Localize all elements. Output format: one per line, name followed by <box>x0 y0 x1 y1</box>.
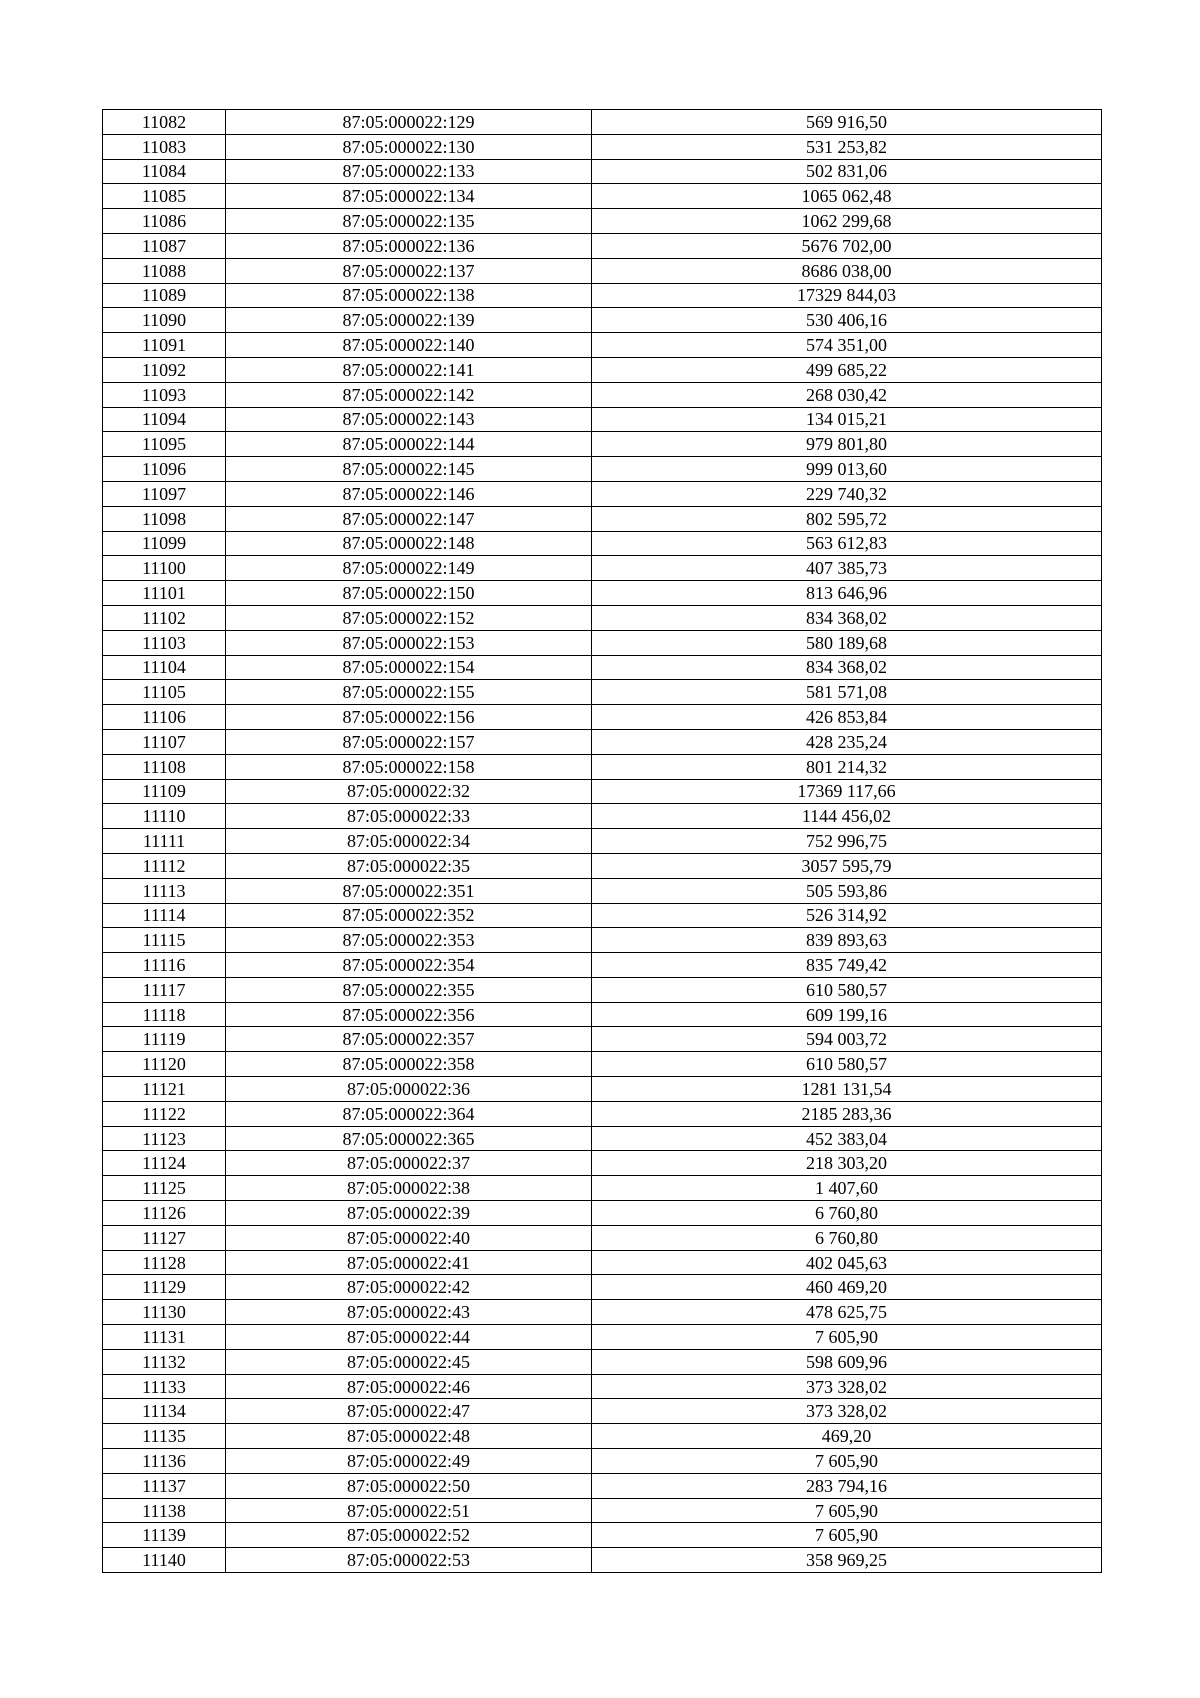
row-number-cell: 11139 <box>103 1523 226 1548</box>
cadastral-number-cell: 87:05:000022:364 <box>226 1101 592 1126</box>
row-number-cell: 11089 <box>103 283 226 308</box>
row-number-cell: 11085 <box>103 184 226 209</box>
table-row <box>103 1424 1102 1449</box>
row-number-cell: 11125 <box>103 1176 226 1201</box>
value-cell: 1281 131,54 <box>592 1077 1102 1102</box>
table-row <box>103 1027 1102 1052</box>
row-number-cell: 11120 <box>103 1052 226 1077</box>
value-cell: 979 801,80 <box>592 432 1102 457</box>
value-cell: 499 685,22 <box>592 357 1102 382</box>
row-number-cell: 11106 <box>103 705 226 730</box>
row-number-cell: 11116 <box>103 953 226 978</box>
value-cell: 229 740,32 <box>592 481 1102 506</box>
row-number-cell: 11087 <box>103 233 226 258</box>
cadastral-number-cell: 87:05:000022:145 <box>226 457 592 482</box>
cadastral-number-cell: 87:05:000022:33 <box>226 804 592 829</box>
cadastral-number-cell: 87:05:000022:148 <box>226 531 592 556</box>
cadastral-number-cell: 87:05:000022:154 <box>226 655 592 680</box>
table-row <box>103 605 1102 630</box>
value-cell: 373 328,02 <box>592 1399 1102 1424</box>
table-row <box>103 1498 1102 1523</box>
row-number-cell: 11107 <box>103 729 226 754</box>
cadastral-number-cell: 87:05:000022:130 <box>226 134 592 159</box>
row-number-cell: 11129 <box>103 1275 226 1300</box>
value-cell: 1062 299,68 <box>592 209 1102 234</box>
row-number-cell: 11121 <box>103 1077 226 1102</box>
value-cell: 17329 844,03 <box>592 283 1102 308</box>
table-row <box>103 1126 1102 1151</box>
table-row <box>103 134 1102 159</box>
value-cell: 358 969,25 <box>592 1548 1102 1573</box>
cadastral-number-cell: 87:05:000022:47 <box>226 1399 592 1424</box>
cadastral-number-cell: 87:05:000022:156 <box>226 705 592 730</box>
value-cell: 7 605,90 <box>592 1498 1102 1523</box>
row-number-cell: 11113 <box>103 878 226 903</box>
cadastral-number-cell: 87:05:000022:36 <box>226 1077 592 1102</box>
value-cell: 426 853,84 <box>592 705 1102 730</box>
row-number-cell: 11134 <box>103 1399 226 1424</box>
row-number-cell: 11103 <box>103 630 226 655</box>
value-cell: 594 003,72 <box>592 1027 1102 1052</box>
table-row <box>103 159 1102 184</box>
value-cell: 6 760,80 <box>592 1201 1102 1226</box>
row-number-cell: 11088 <box>103 258 226 283</box>
row-number-cell: 11131 <box>103 1325 226 1350</box>
cadastral-number-cell: 87:05:000022:138 <box>226 283 592 308</box>
value-cell: 1 407,60 <box>592 1176 1102 1201</box>
value-cell: 502 831,06 <box>592 159 1102 184</box>
table-row <box>103 1101 1102 1126</box>
table-row <box>103 308 1102 333</box>
row-number-cell: 11082 <box>103 110 226 135</box>
row-number-cell: 11123 <box>103 1126 226 1151</box>
row-number-cell: 11115 <box>103 928 226 953</box>
row-number-cell: 11100 <box>103 556 226 581</box>
value-cell: 839 893,63 <box>592 928 1102 953</box>
table-row <box>103 705 1102 730</box>
cadastral-number-cell: 87:05:000022:136 <box>226 233 592 258</box>
cadastral-number-cell: 87:05:000022:356 <box>226 1002 592 1027</box>
value-cell: 531 253,82 <box>592 134 1102 159</box>
cadastral-number-cell: 87:05:000022:137 <box>226 258 592 283</box>
table-row <box>103 1399 1102 1424</box>
row-number-cell: 11099 <box>103 531 226 556</box>
value-cell: 834 368,02 <box>592 655 1102 680</box>
value-cell: 610 580,57 <box>592 977 1102 1002</box>
cadastral-number-cell: 87:05:000022:134 <box>226 184 592 209</box>
table-row <box>103 903 1102 928</box>
row-number-cell: 11136 <box>103 1449 226 1474</box>
table-row <box>103 1151 1102 1176</box>
value-cell: 134 015,21 <box>592 407 1102 432</box>
cadastral-number-cell: 87:05:000022:46 <box>226 1374 592 1399</box>
table-row <box>103 1002 1102 1027</box>
row-number-cell: 11097 <box>103 481 226 506</box>
table-row <box>103 382 1102 407</box>
table-row <box>103 1300 1102 1325</box>
row-number-cell: 11124 <box>103 1151 226 1176</box>
table-row <box>103 283 1102 308</box>
row-number-cell: 11119 <box>103 1027 226 1052</box>
value-cell: 460 469,20 <box>592 1275 1102 1300</box>
cadastral-number-cell: 87:05:000022:129 <box>226 110 592 135</box>
table-row <box>103 1077 1102 1102</box>
row-number-cell: 11105 <box>103 680 226 705</box>
row-number-cell: 11135 <box>103 1424 226 1449</box>
cadastral-number-cell: 87:05:000022:40 <box>226 1225 592 1250</box>
table-row <box>103 630 1102 655</box>
value-cell: 218 303,20 <box>592 1151 1102 1176</box>
table-row <box>103 481 1102 506</box>
table-row <box>103 1325 1102 1350</box>
cadastral-value-table <box>102 109 1102 1573</box>
cadastral-number-cell: 87:05:000022:42 <box>226 1275 592 1300</box>
value-cell: 478 625,75 <box>592 1300 1102 1325</box>
table-row <box>103 1349 1102 1374</box>
cadastral-number-cell: 87:05:000022:141 <box>226 357 592 382</box>
row-number-cell: 11093 <box>103 382 226 407</box>
table-row <box>103 457 1102 482</box>
value-cell: 283 794,16 <box>592 1473 1102 1498</box>
cadastral-number-cell: 87:05:000022:50 <box>226 1473 592 1498</box>
value-cell: 505 593,86 <box>592 878 1102 903</box>
table-body <box>103 110 1102 1573</box>
row-number-cell: 11122 <box>103 1101 226 1126</box>
row-number-cell: 11133 <box>103 1374 226 1399</box>
table-row <box>103 928 1102 953</box>
cadastral-number-cell: 87:05:000022:135 <box>226 209 592 234</box>
cadastral-number-cell: 87:05:000022:149 <box>226 556 592 581</box>
row-number-cell: 11104 <box>103 655 226 680</box>
table-row <box>103 1374 1102 1399</box>
row-number-cell: 11130 <box>103 1300 226 1325</box>
cadastral-number-cell: 87:05:000022:153 <box>226 630 592 655</box>
cadastral-number-cell: 87:05:000022:37 <box>226 1151 592 1176</box>
table-row <box>103 184 1102 209</box>
table-row <box>103 581 1102 606</box>
cadastral-number-cell: 87:05:000022:45 <box>226 1349 592 1374</box>
value-cell: 7 605,90 <box>592 1523 1102 1548</box>
row-number-cell: 11126 <box>103 1201 226 1226</box>
row-number-cell: 11083 <box>103 134 226 159</box>
value-cell: 402 045,63 <box>592 1250 1102 1275</box>
table-row <box>103 1275 1102 1300</box>
value-cell: 580 189,68 <box>592 630 1102 655</box>
cadastral-number-cell: 87:05:000022:34 <box>226 829 592 854</box>
table-row <box>103 1225 1102 1250</box>
row-number-cell: 11096 <box>103 457 226 482</box>
table-row <box>103 1201 1102 1226</box>
value-cell: 428 235,24 <box>592 729 1102 754</box>
table-row <box>103 258 1102 283</box>
cadastral-number-cell: 87:05:000022:365 <box>226 1126 592 1151</box>
value-cell: 373 328,02 <box>592 1374 1102 1399</box>
cadastral-number-cell: 87:05:000022:357 <box>226 1027 592 1052</box>
value-cell: 7 605,90 <box>592 1325 1102 1350</box>
cadastral-number-cell: 87:05:000022:143 <box>226 407 592 432</box>
value-cell: 407 385,73 <box>592 556 1102 581</box>
value-cell: 802 595,72 <box>592 506 1102 531</box>
table-row <box>103 1250 1102 1275</box>
value-cell: 6 760,80 <box>592 1225 1102 1250</box>
value-cell: 574 351,00 <box>592 333 1102 358</box>
value-cell: 609 199,16 <box>592 1002 1102 1027</box>
cadastral-number-cell: 87:05:000022:354 <box>226 953 592 978</box>
cadastral-number-cell: 87:05:000022:139 <box>226 308 592 333</box>
table-row <box>103 953 1102 978</box>
row-number-cell: 11109 <box>103 779 226 804</box>
row-number-cell: 11092 <box>103 357 226 382</box>
table-row <box>103 680 1102 705</box>
cadastral-number-cell: 87:05:000022:35 <box>226 853 592 878</box>
row-number-cell: 11110 <box>103 804 226 829</box>
table-row <box>103 1052 1102 1077</box>
cadastral-number-cell: 87:05:000022:352 <box>226 903 592 928</box>
value-cell: 801 214,32 <box>592 754 1102 779</box>
table-row <box>103 1449 1102 1474</box>
cadastral-number-cell: 87:05:000022:43 <box>226 1300 592 1325</box>
row-number-cell: 11114 <box>103 903 226 928</box>
table-row <box>103 853 1102 878</box>
table-row <box>103 1548 1102 1573</box>
cadastral-number-cell: 87:05:000022:147 <box>226 506 592 531</box>
row-number-cell: 11084 <box>103 159 226 184</box>
row-number-cell: 11101 <box>103 581 226 606</box>
row-number-cell: 11137 <box>103 1473 226 1498</box>
table-row <box>103 754 1102 779</box>
value-cell: 3057 595,79 <box>592 853 1102 878</box>
cadastral-number-cell: 87:05:000022:150 <box>226 581 592 606</box>
table-row <box>103 110 1102 135</box>
value-cell: 1065 062,48 <box>592 184 1102 209</box>
row-number-cell: 11108 <box>103 754 226 779</box>
value-cell: 268 030,42 <box>592 382 1102 407</box>
value-cell: 17369 117,66 <box>592 779 1102 804</box>
row-number-cell: 11132 <box>103 1349 226 1374</box>
cadastral-number-cell: 87:05:000022:32 <box>226 779 592 804</box>
value-cell: 752 996,75 <box>592 829 1102 854</box>
table-row <box>103 333 1102 358</box>
cadastral-number-cell: 87:05:000022:152 <box>226 605 592 630</box>
cadastral-number-cell: 87:05:000022:158 <box>226 754 592 779</box>
table-row <box>103 233 1102 258</box>
cadastral-number-cell: 87:05:000022:41 <box>226 1250 592 1275</box>
value-cell: 999 013,60 <box>592 457 1102 482</box>
row-number-cell: 11111 <box>103 829 226 854</box>
row-number-cell: 11127 <box>103 1225 226 1250</box>
cadastral-number-cell: 87:05:000022:140 <box>226 333 592 358</box>
cadastral-number-cell: 87:05:000022:146 <box>226 481 592 506</box>
table-row <box>103 729 1102 754</box>
row-number-cell: 11138 <box>103 1498 226 1523</box>
value-cell: 569 916,50 <box>592 110 1102 135</box>
table-row <box>103 407 1102 432</box>
row-number-cell: 11094 <box>103 407 226 432</box>
row-number-cell: 11098 <box>103 506 226 531</box>
cadastral-number-cell: 87:05:000022:49 <box>226 1449 592 1474</box>
cadastral-number-cell: 87:05:000022:53 <box>226 1548 592 1573</box>
row-number-cell: 11086 <box>103 209 226 234</box>
table-row <box>103 556 1102 581</box>
cadastral-number-cell: 87:05:000022:39 <box>226 1201 592 1226</box>
cadastral-number-cell: 87:05:000022:38 <box>226 1176 592 1201</box>
cadastral-number-cell: 87:05:000022:44 <box>226 1325 592 1350</box>
row-number-cell: 11091 <box>103 333 226 358</box>
cadastral-number-cell: 87:05:000022:351 <box>226 878 592 903</box>
value-cell: 469,20 <box>592 1424 1102 1449</box>
value-cell: 581 571,08 <box>592 680 1102 705</box>
row-number-cell: 11140 <box>103 1548 226 1573</box>
value-cell: 834 368,02 <box>592 605 1102 630</box>
cadastral-number-cell: 87:05:000022:358 <box>226 1052 592 1077</box>
cadastral-number-cell: 87:05:000022:353 <box>226 928 592 953</box>
value-cell: 8686 038,00 <box>592 258 1102 283</box>
cadastral-number-cell: 87:05:000022:144 <box>226 432 592 457</box>
cadastral-number-cell: 87:05:000022:48 <box>226 1424 592 1449</box>
value-cell: 452 383,04 <box>592 1126 1102 1151</box>
table-row <box>103 1473 1102 1498</box>
row-number-cell: 11090 <box>103 308 226 333</box>
value-cell: 5676 702,00 <box>592 233 1102 258</box>
table-row <box>103 829 1102 854</box>
cadastral-number-cell: 87:05:000022:155 <box>226 680 592 705</box>
row-number-cell: 11118 <box>103 1002 226 1027</box>
cadastral-number-cell: 87:05:000022:52 <box>226 1523 592 1548</box>
cadastral-number-cell: 87:05:000022:142 <box>226 382 592 407</box>
table-row <box>103 506 1102 531</box>
value-cell: 530 406,16 <box>592 308 1102 333</box>
value-cell: 598 609,96 <box>592 1349 1102 1374</box>
value-cell: 813 646,96 <box>592 581 1102 606</box>
table-row <box>103 1523 1102 1548</box>
row-number-cell: 11128 <box>103 1250 226 1275</box>
row-number-cell: 11112 <box>103 853 226 878</box>
value-cell: 2185 283,36 <box>592 1101 1102 1126</box>
table-row <box>103 779 1102 804</box>
table-row <box>103 531 1102 556</box>
row-number-cell: 11095 <box>103 432 226 457</box>
cadastral-number-cell: 87:05:000022:51 <box>226 1498 592 1523</box>
table-row <box>103 655 1102 680</box>
value-cell: 7 605,90 <box>592 1449 1102 1474</box>
value-cell: 835 749,42 <box>592 953 1102 978</box>
row-number-cell: 11102 <box>103 605 226 630</box>
table-row <box>103 357 1102 382</box>
value-cell: 610 580,57 <box>592 1052 1102 1077</box>
table-row <box>103 432 1102 457</box>
value-cell: 563 612,83 <box>592 531 1102 556</box>
cadastral-number-cell: 87:05:000022:157 <box>226 729 592 754</box>
cadastral-number-cell: 87:05:000022:133 <box>226 159 592 184</box>
table-row <box>103 878 1102 903</box>
cadastral-number-cell: 87:05:000022:355 <box>226 977 592 1002</box>
table-row <box>103 209 1102 234</box>
row-number-cell: 11117 <box>103 977 226 1002</box>
value-cell: 1144 456,02 <box>592 804 1102 829</box>
value-cell: 526 314,92 <box>592 903 1102 928</box>
table-row <box>103 804 1102 829</box>
table-row <box>103 977 1102 1002</box>
table-row <box>103 1176 1102 1201</box>
